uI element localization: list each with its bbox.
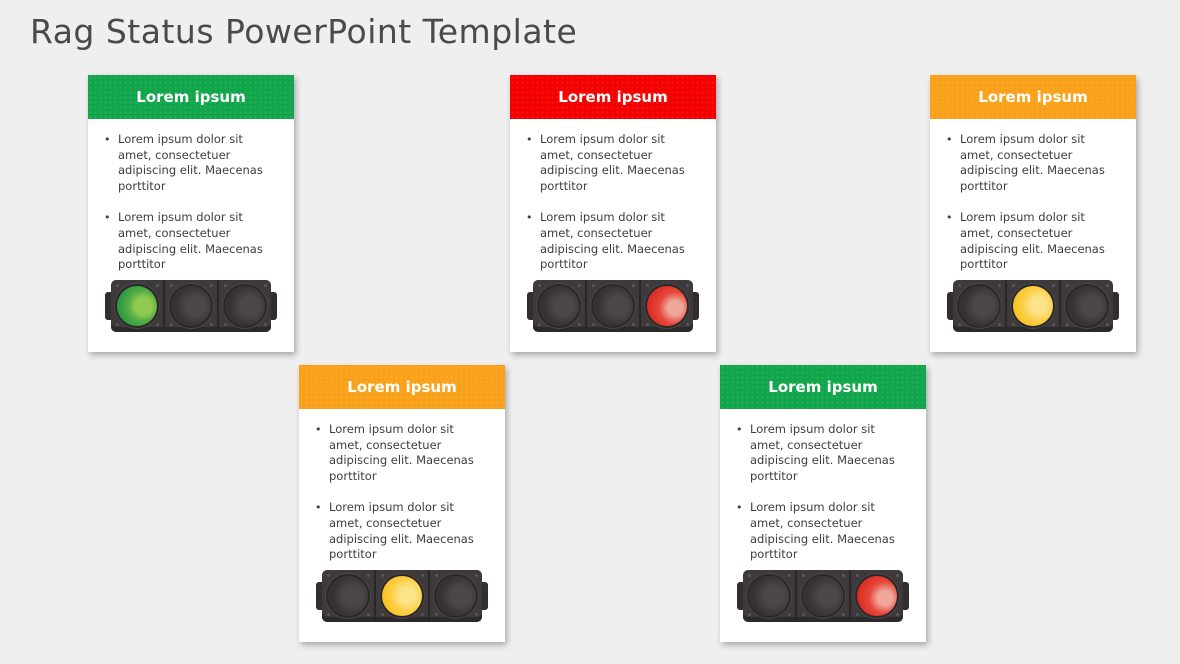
yellow-lamp-unlit: [803, 576, 843, 616]
screws: [538, 284, 541, 287]
traffic-light-housing: [743, 570, 903, 622]
green-lamp-unlit: [328, 576, 368, 616]
screws: [327, 574, 330, 577]
screws: [592, 284, 595, 287]
card-1-body: [88, 119, 294, 352]
traffic-light-housing: [111, 280, 271, 332]
traffic-light-housing: [953, 280, 1113, 332]
traffic-light-cell: [111, 280, 165, 332]
card-2-bullet-list: [510, 119, 716, 273]
traffic-light-cell: [641, 280, 693, 332]
bullet-item: • Lorem ipsum dolor sit amet, consectetuer adipiscing elit. Maecenas porttitor: [734, 500, 912, 562]
yellow-lamp-lit: [1013, 286, 1053, 326]
card-4-bullet-list: [299, 409, 505, 563]
card-1-header-label: Lorem ipsum: [136, 88, 246, 106]
card-5-header: [720, 365, 926, 409]
bullet-item: • Lorem ipsum dolor sit amet, consectetuer adipiscing elit. Maecenas porttitor: [524, 132, 702, 194]
card-5-body: [720, 409, 926, 642]
traffic-light-cell: [743, 570, 797, 622]
screws: [116, 284, 119, 287]
traffic-light-cell: [1061, 280, 1113, 332]
red-lamp-lit: [647, 286, 687, 326]
card-3-bullet-list: [930, 119, 1136, 273]
traffic-light-cell: [219, 280, 271, 332]
screws: [1066, 284, 1069, 287]
yellow-lamp-lit: [382, 576, 422, 616]
status-card-3[interactable]: [930, 75, 1136, 352]
yellow-lamp-unlit: [171, 286, 211, 326]
status-card-5[interactable]: [720, 365, 926, 642]
bullet-item: • Lorem ipsum dolor sit amet, consectetuer adipiscing elit. Maecenas porttitor: [313, 500, 491, 562]
screws: [435, 574, 438, 577]
card-5-bullet-list: [720, 409, 926, 563]
green-lamp-lit: [117, 286, 157, 326]
traffic-light-cell: [322, 570, 376, 622]
card-5-header-label: Lorem ipsum: [768, 378, 878, 396]
traffic-light-housing: [533, 280, 693, 332]
status-card-4[interactable]: [299, 365, 505, 642]
traffic-light-3: [953, 280, 1113, 332]
red-lamp-unlit: [1067, 286, 1107, 326]
traffic-light-housing: [322, 570, 482, 622]
red-lamp-unlit: [436, 576, 476, 616]
bullet-item: • Lorem ipsum dolor sit amet, consectetuer adipiscing elit. Maecenas porttitor: [313, 422, 491, 484]
screws: [802, 574, 805, 577]
card-4-body: [299, 409, 505, 642]
status-card-2[interactable]: [510, 75, 716, 352]
bullet-item: • Lorem ipsum dolor sit amet, consectetuer adipiscing elit. Maecenas porttitor: [102, 210, 280, 272]
card-3-header-label: Lorem ipsum: [978, 88, 1088, 106]
traffic-light-cell: [587, 280, 641, 332]
traffic-light-cell: [430, 570, 482, 622]
screws: [958, 284, 961, 287]
green-lamp-unlit: [539, 286, 579, 326]
traffic-light-cell: [165, 280, 219, 332]
green-lamp-unlit: [749, 576, 789, 616]
bullet-item: • Lorem ipsum dolor sit amet, consectetuer adipiscing elit. Maecenas porttitor: [944, 210, 1122, 272]
traffic-light-cell: [533, 280, 587, 332]
card-2-header: [510, 75, 716, 119]
card-2-body: [510, 119, 716, 352]
card-4-header-label: Lorem ipsum: [347, 378, 457, 396]
traffic-light-cell: [851, 570, 903, 622]
status-card-1[interactable]: [88, 75, 294, 352]
page-title: Rag Status PowerPoint Template: [30, 12, 578, 51]
screws: [1012, 284, 1015, 287]
green-lamp-unlit: [959, 286, 999, 326]
red-lamp-lit: [857, 576, 897, 616]
card-1-bullet-list: [88, 119, 294, 273]
screws: [170, 284, 173, 287]
card-1-header: [88, 75, 294, 119]
yellow-lamp-unlit: [593, 286, 633, 326]
bullet-item: • Lorem ipsum dolor sit amet, consectetuer adipiscing elit. Maecenas porttitor: [944, 132, 1122, 194]
card-3-header: [930, 75, 1136, 119]
traffic-light-cell: [953, 280, 1007, 332]
screws: [224, 284, 227, 287]
card-2-header-label: Lorem ipsum: [558, 88, 668, 106]
card-4-header: [299, 365, 505, 409]
bullet-item: • Lorem ipsum dolor sit amet, consectetuer adipiscing elit. Maecenas porttitor: [102, 132, 280, 194]
traffic-light-cell: [797, 570, 851, 622]
red-lamp-unlit: [225, 286, 265, 326]
traffic-light-5: [743, 570, 903, 622]
traffic-light-4: [322, 570, 482, 622]
card-3-body: [930, 119, 1136, 352]
traffic-light-1: [111, 280, 271, 332]
traffic-light-2: [533, 280, 693, 332]
screws: [646, 284, 649, 287]
bullet-item: • Lorem ipsum dolor sit amet, consectetuer adipiscing elit. Maecenas porttitor: [734, 422, 912, 484]
screws: [856, 574, 859, 577]
screws: [748, 574, 751, 577]
traffic-light-cell: [376, 570, 430, 622]
traffic-light-cell: [1007, 280, 1061, 332]
bullet-item: • Lorem ipsum dolor sit amet, consectetuer adipiscing elit. Maecenas porttitor: [524, 210, 702, 272]
screws: [381, 574, 384, 577]
